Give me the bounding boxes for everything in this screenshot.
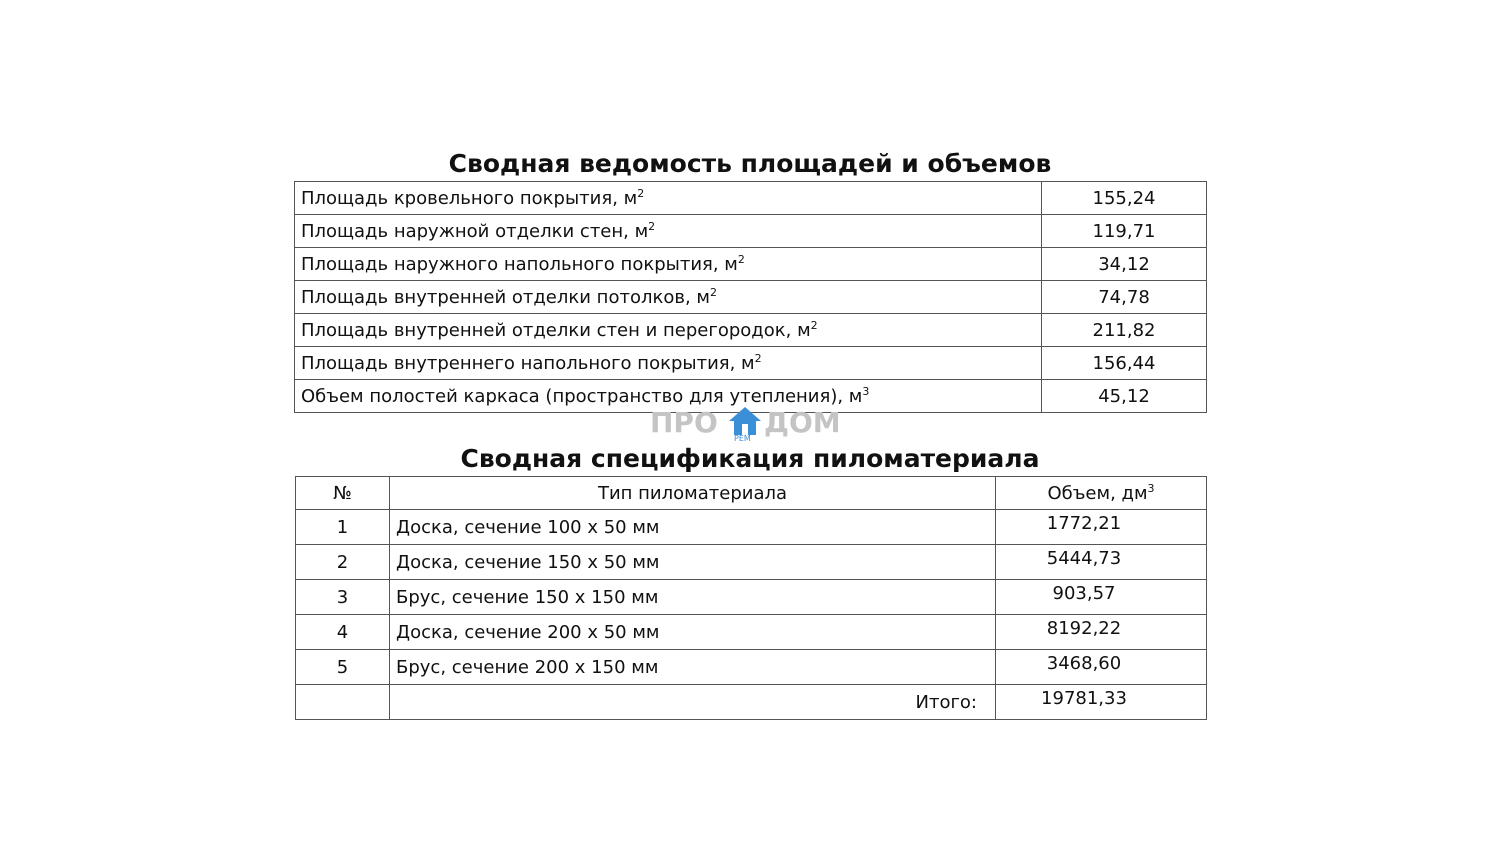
logo-text-right: ДОМ (764, 406, 841, 439)
table-total-row (296, 685, 1207, 720)
row-type: Доска, сечение 200 х 50 мм (390, 615, 996, 650)
row-label: Объем полостей каркаса (пространство для утепления), $м^3$ (295, 380, 1042, 413)
table-row (296, 650, 1207, 685)
logo-small-text: РЕМ (734, 434, 751, 443)
row-volume: 1772,21 (996, 510, 1207, 545)
table-row (295, 281, 1207, 314)
areas-table (294, 181, 1207, 413)
row-value: 34,12 (1042, 248, 1207, 281)
row-type: Брус, сечение 200 х 150 мм (390, 650, 996, 685)
row-value: 211,82 (1042, 314, 1207, 347)
row-value: 156,44 (1042, 347, 1207, 380)
header-type: Тип пиломатериала (390, 477, 996, 510)
row-value: 45,12 (1042, 380, 1207, 413)
lumber-table-title: Сводная спецификация пиломатериала (460, 444, 1040, 473)
row-label: Площадь кровельного покрытия, $м^2$ (295, 182, 1042, 215)
row-volume: 8192,22 (996, 615, 1207, 650)
row-num: 1 (296, 510, 390, 545)
row-value: 119,71 (1042, 215, 1207, 248)
row-volume: 3468,60 (996, 650, 1207, 685)
table-row (296, 510, 1207, 545)
row-volume: 5444,73 (996, 545, 1207, 580)
row-num: 2 (296, 545, 390, 580)
table-header-row (296, 477, 1207, 510)
row-volume: 903,57 (996, 580, 1207, 615)
lumber-table (295, 476, 1207, 720)
house-icon (728, 406, 762, 436)
row-type: Брус, сечение 150 х 150 мм (390, 580, 996, 615)
row-num: 4 (296, 615, 390, 650)
row-label: Площадь наружной отделки стен, $м^2$ (295, 215, 1042, 248)
row-label: Площадь внутренней отделки потолков, $м^2$ (295, 281, 1042, 314)
table-row (295, 314, 1207, 347)
header-volume: Объем, $дм^3$ (996, 477, 1207, 510)
logo-text-left: ПРО (650, 406, 718, 439)
table-row (295, 248, 1207, 281)
row-type: Доска, сечение 150 х 50 мм (390, 545, 996, 580)
row-num: 5 (296, 650, 390, 685)
total-empty-cell (296, 685, 390, 720)
row-label: Площадь внутренней отделки стен и перегородок, $м^2$ (295, 314, 1042, 347)
areas-table-title: Сводная ведомость площадей и объемов (448, 149, 1052, 178)
watermark-logo (650, 404, 850, 444)
table-row (295, 347, 1207, 380)
row-label: Площадь внутреннего напольного покрытия, $м^2$ (295, 347, 1042, 380)
total-value: 19781,33 (996, 685, 1207, 720)
header-num: № (296, 477, 390, 510)
row-value: 74,78 (1042, 281, 1207, 314)
row-label: Площадь наружного напольного покрытия, $м^2$ (295, 248, 1042, 281)
row-num: 3 (296, 580, 390, 615)
row-type: Доска, сечение 100 х 50 мм (390, 510, 996, 545)
table-row (295, 215, 1207, 248)
table-row (296, 545, 1207, 580)
total-label: Итого: (390, 685, 996, 720)
table-row (296, 580, 1207, 615)
row-value: 155,24 (1042, 182, 1207, 215)
table-row (296, 615, 1207, 650)
table-row (295, 182, 1207, 215)
